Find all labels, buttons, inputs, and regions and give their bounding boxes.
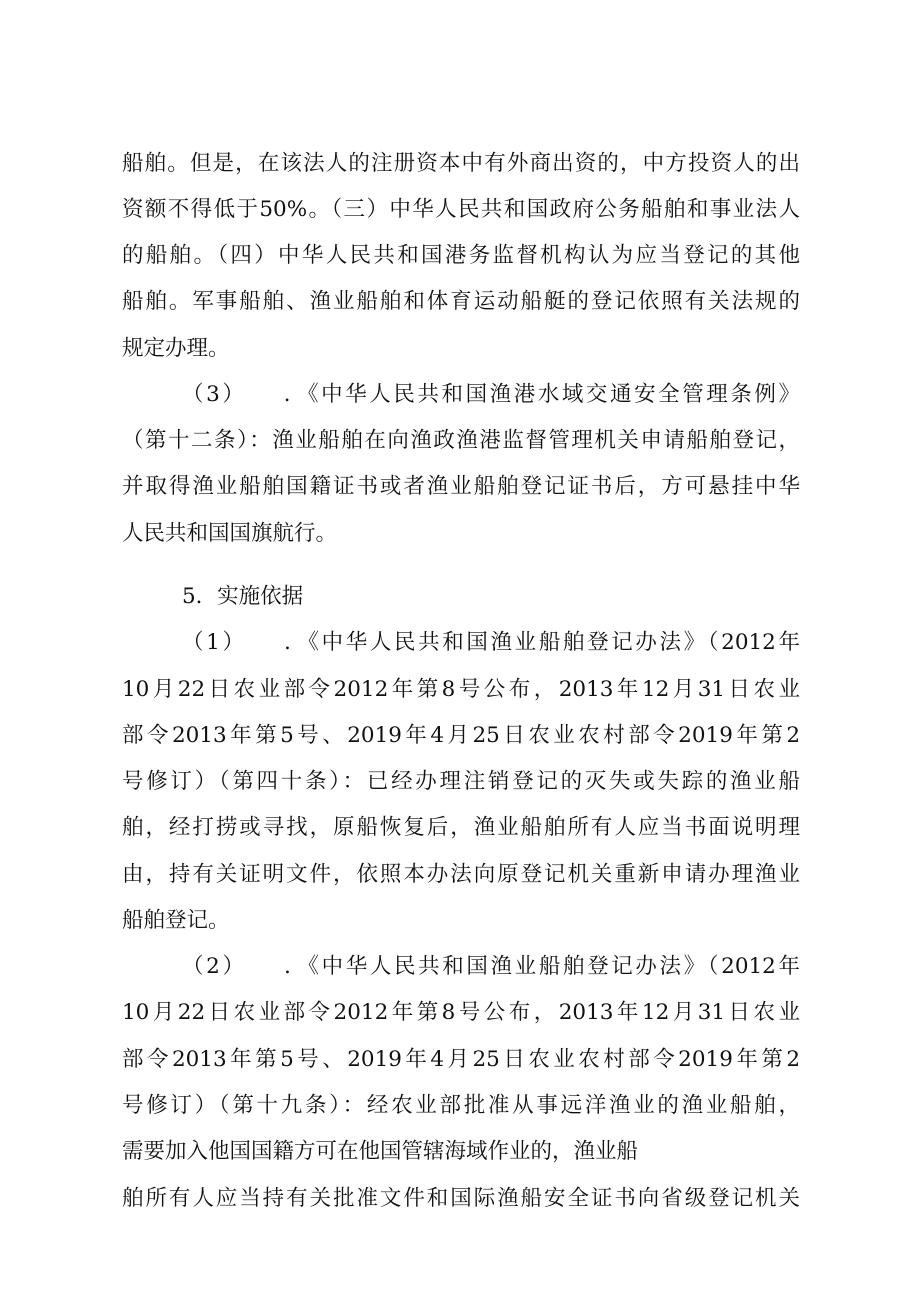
text-line: （1） ．《中华人民共和国渔业船舶登记办法》（2012年 — [182, 630, 800, 655]
section-heading: 5．实施依据 — [182, 584, 304, 609]
text-line: 船舶。军事船舶、渔业船舶和体育运动船艇的登记依照有关法规的 — [122, 289, 800, 314]
text-line: 的船舶。（四）中华人民共和国港务监督机构认为应当登记的其他 — [122, 243, 800, 268]
text-line: （2） ．《中华人民共和国渔业船舶登记办法》（2012年 — [182, 954, 800, 979]
text-line: 资额不得低于50%。（三）中华人民共和国政府公务船舶和事业法人 — [122, 197, 800, 222]
text-line: 人民共和国国旗航行。 — [122, 521, 338, 546]
text-line: 部令2013年第5号、2019年4月25日农业农村部令2019年第2 — [122, 723, 800, 748]
text-line: 部令2013年第5号、2019年4月25日农业农村部令2019年第2 — [122, 1047, 800, 1072]
text-line: （第十二条）：渔业船舶在向渔政渔港监督管理机关申请船舶登记， — [122, 428, 800, 453]
text-line: 并取得渔业船舶国籍证书或者渔业船舶登记证书后，方可悬挂中华 — [122, 474, 800, 499]
text-line: 号修订）（第四十条）：已经办理注销登记的灭失或失踪的渔业船 — [122, 769, 800, 794]
text-line: 10月22日农业部令2012年第8号公布，2013年12月31日农业 — [122, 677, 800, 702]
text-line: 舶，经打捞或寻找，原船恢复后，渔业船舶所有人应当书面说明理 — [122, 815, 800, 840]
text-line: （3） ．《中华人民共和国渔港水域交通安全管理条例》 — [182, 382, 800, 407]
text-line: 需要加入他国国籍方可在他国管辖海域作业的，渔业船 — [122, 1139, 639, 1164]
text-line: 船舶登记。 — [122, 908, 230, 933]
text-line: 规定办理。 — [122, 336, 230, 361]
text-line: 号修订）（第十九条）：经农业部批准从事远洋渔业的渔业船舶， — [122, 1093, 800, 1118]
text-line: 10月22日农业部令2012年第8号公布，2013年12月31日农业 — [122, 1000, 800, 1025]
text-line: 舶所有人应当持有关批准文件和国际渔船安全证书向省级登记机关 — [122, 1186, 800, 1211]
text-line: 船舶。但是，在该法人的注册资本中有外商出资的，中方投资人的出 — [122, 151, 800, 176]
text-line: 由，持有关证明文件，依照本办法向原登记机关重新申请办理渔业 — [122, 862, 800, 887]
